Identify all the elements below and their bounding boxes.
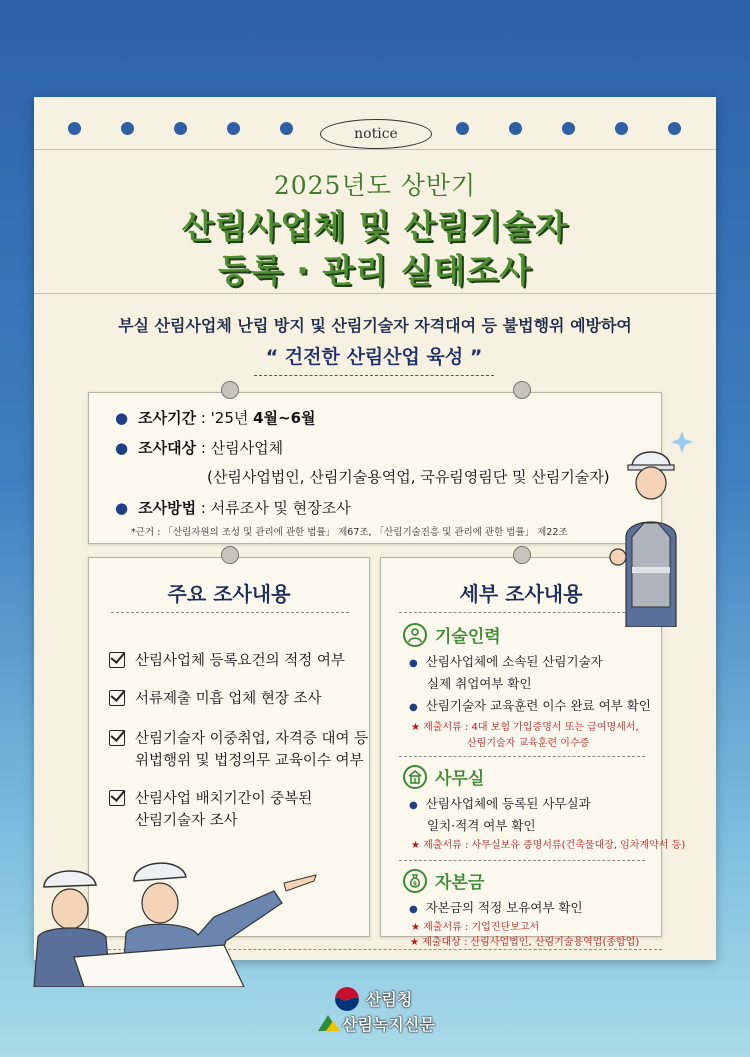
checkbox-icon: [109, 730, 125, 746]
divider: [34, 149, 716, 150]
building-icon: [403, 765, 427, 789]
svg-text:$: $: [412, 880, 418, 887]
section-office: 사무실: [403, 764, 484, 789]
check-item: 산림기술자 이중취업, 자격증 대여 등 위법행위 및 법정의무 교육이수 여부: [109, 728, 368, 772]
bullet-icon: ●: [409, 658, 418, 669]
pin-icon: [513, 546, 531, 564]
binder-dot: [174, 122, 187, 135]
detail-survey-title: 세부 조사내용: [459, 582, 583, 606]
bullet-icon: ●: [409, 702, 418, 713]
required-docs: ★ 제출서류 : 4대 보험 가입증명서 또는 급여명세서,: [411, 722, 639, 733]
survey-method: ● 조사방법 : 서류조사 및 현장조사: [115, 499, 351, 517]
binder-dot: [615, 122, 628, 135]
notice-paper: [34, 97, 716, 960]
check-item: 서류제출 미흡 업체 현장 조사: [109, 688, 322, 710]
check-item: 산림사업체 등록요건의 적정 여부: [109, 650, 345, 672]
legal-basis-note: *근거 : 「산림자원의 조성 및 관리에 관한 법률」 제67조, 「산림기술진흥 및 관리에 관한 법률」 제22조: [131, 527, 568, 538]
section-capital: $ 자본금: [403, 868, 484, 893]
required-target: ★ 제출대상 : 산림사업법인, 산림기술용역업(종합업): [410, 937, 640, 948]
divider: [34, 293, 716, 294]
bullet-icon: ●: [409, 800, 418, 811]
org-name: 산림청: [366, 990, 413, 1009]
footer-logo: [318, 985, 458, 1045]
bullet-icon: ●: [115, 439, 129, 457]
divider: [399, 756, 645, 757]
detail-item: ● 산림사업체에 소속된 산림기술자 실제 취업여부 확인: [409, 654, 603, 691]
page-title-line2: 등록 · 관리 실태조사: [217, 251, 533, 290]
checkbox-icon: [109, 790, 125, 806]
bullet-icon: ●: [115, 499, 129, 517]
required-docs: ★ 제출서류 : 기업진단보고서: [411, 922, 540, 933]
check-item: 산림사업 배치기간이 중복된 산림기술자 조사: [109, 788, 312, 832]
intro-text: 부실 산림사업체 난립 방지 및 산림기술자 자격대여 등 불법행위 예방하여: [118, 316, 632, 335]
survey-target-detail: (산림사업법인, 산림기술용역업, 국유림영림단 및 산림기술자): [207, 468, 610, 486]
workers-with-blueprint-illustration: [14, 817, 344, 987]
pin-icon: [221, 546, 239, 564]
binder-dot: [280, 122, 293, 135]
binder-dot: [456, 122, 469, 135]
year-title: 2025년도 상반기: [273, 171, 477, 200]
survey-period: ● 조사기간 : '25년 4월~6월: [115, 409, 316, 427]
person-icon: [403, 623, 427, 647]
forest-service-emblem-icon: [332, 985, 362, 1013]
binder-dot: [68, 122, 81, 135]
bullet-icon: ●: [409, 904, 418, 915]
binder-dot: [227, 122, 240, 135]
binder-dot: [509, 122, 522, 135]
required-docs: ★ 제출서류 : 사무실보유 증명서류(건축물대장, 임차계약서 등): [411, 840, 686, 851]
main-survey-title: 주요 조사내용: [167, 582, 291, 606]
slogan: “ 건전한 산림산업 육성 ”: [254, 342, 494, 376]
detail-item: ● 자본금의 적정 보유여부 확인: [409, 900, 583, 915]
binder-dots: [34, 119, 716, 142]
bullet-icon: ●: [115, 409, 129, 427]
section-tech-staff: 기술인력: [403, 622, 501, 647]
notice-label: notice: [320, 119, 432, 149]
survey-info-card: [88, 392, 662, 544]
worker-thumbs-up-illustration: [606, 427, 706, 627]
newspaper-name: 산림녹지신문: [342, 1015, 435, 1034]
pin-icon: [513, 381, 531, 399]
pin-icon: [221, 381, 239, 399]
required-docs: 산림기술자 교육훈련 이수증: [467, 738, 590, 749]
divider: [111, 612, 349, 613]
binder-dot: [562, 122, 575, 135]
survey-target: ● 조사대상 : 산림사업체: [115, 439, 284, 457]
checkbox-icon: [109, 652, 125, 668]
newspaper-logo-icon: [318, 1013, 342, 1033]
binder-dot: [668, 122, 681, 135]
binder-dot: [121, 122, 134, 135]
detail-item: ● 산림기술자 교육훈련 이수 완료 여부 확인: [409, 698, 651, 713]
money-bag-icon: [403, 869, 427, 893]
divider: [399, 860, 645, 861]
detail-item: ● 산림사업체에 등록된 사무실과 일치·적격 여부 확인: [409, 796, 591, 833]
checkbox-icon: [109, 690, 125, 706]
page-title-line1: 산림사업체 및 산림기술자: [181, 207, 569, 246]
